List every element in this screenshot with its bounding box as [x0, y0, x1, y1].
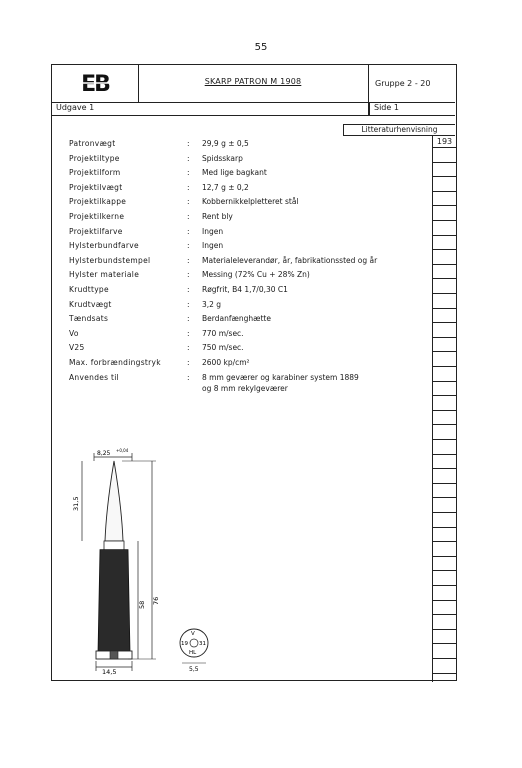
reference-row-line — [433, 570, 456, 571]
spec-row — [69, 300, 429, 313]
spec-row — [69, 227, 429, 240]
spec-colon: : — [187, 197, 190, 207]
headstamp-primer — [190, 639, 198, 647]
spec-row — [69, 154, 429, 167]
spec-value: 29,9 g ± 0,5 — [202, 139, 249, 148]
spec-label: Krudtvægt — [69, 299, 112, 309]
spec-value: Ingen — [202, 241, 224, 251]
reference-row-line — [433, 322, 456, 323]
spec-value: 770 m/sec. — [202, 328, 244, 338]
spec-colon: : — [187, 226, 190, 236]
spec-colon: : — [187, 372, 190, 382]
reference-row-line — [433, 220, 456, 221]
spec-row — [69, 183, 429, 196]
spec-label: Vo — [69, 328, 79, 338]
spec-colon: : — [187, 299, 190, 309]
headstamp-bottom: HL — [189, 650, 197, 656]
spec-row — [69, 139, 429, 152]
spec-row — [69, 212, 429, 225]
reference-row-line — [433, 235, 456, 236]
spec-colon: : — [187, 139, 190, 148]
reference-row-line — [433, 673, 456, 674]
spec-row — [69, 285, 429, 298]
spec-label: Projektilkappe — [69, 197, 127, 207]
side-label: Side 1 — [374, 103, 399, 112]
reference-row-line — [433, 439, 456, 440]
spec-value: 2600 kp/cm² — [202, 358, 250, 367]
spec-value: 750 m/sec. — [202, 343, 244, 353]
reference-row-line — [433, 205, 456, 206]
headstamp-right: 31 — [199, 641, 206, 647]
data-sheet — [51, 64, 457, 681]
spec-colon: : — [187, 343, 190, 353]
spec-label: Max. forbrændingstryk — [69, 358, 161, 367]
reference-row-line — [433, 308, 456, 309]
spec-label: V25 — [69, 343, 85, 353]
group-cell — [368, 65, 455, 102]
edition-row — [52, 102, 455, 116]
bullet-shape — [105, 461, 123, 541]
spec-label: Hylsterbundfarve — [69, 241, 139, 251]
literature-header: Litteraturhenvisning — [343, 124, 455, 136]
spec-row — [69, 256, 429, 269]
spec-row — [69, 314, 429, 327]
dim-case-length: 58 — [138, 600, 146, 609]
spec-label: Patronvægt — [69, 139, 116, 148]
reference-column — [432, 136, 456, 682]
spec-colon: : — [187, 285, 190, 294]
spec-row — [69, 343, 429, 356]
reference-row-line — [433, 278, 456, 279]
spec-value: Messing (72% Cu + 28% Zn) — [202, 270, 310, 280]
title-cell — [138, 65, 369, 102]
spec-colon: : — [187, 255, 190, 265]
cartridge-drawing — [72, 445, 242, 675]
logo-cell — [52, 65, 139, 102]
reference-row-line — [433, 497, 456, 498]
spec-value: 3,2 g — [202, 299, 222, 309]
reference-row-line — [433, 264, 456, 265]
reference-row-line — [433, 643, 456, 644]
spec-row — [69, 358, 429, 371]
reference-row-line — [433, 454, 456, 455]
spec-row — [69, 241, 429, 254]
spec-colon: : — [187, 168, 190, 178]
spec-label: Projektilform — [69, 168, 121, 178]
reference-number: 193 — [433, 136, 456, 148]
reference-row-line — [433, 512, 456, 513]
reference-row-line — [433, 337, 456, 338]
reference-row-line — [433, 191, 456, 192]
reference-row-line — [433, 410, 456, 411]
reference-row-line — [433, 176, 456, 177]
spec-row — [69, 168, 429, 181]
spec-label: Anvendes til — [69, 372, 120, 382]
spec-label: Projektilkerne — [69, 212, 125, 221]
spec-value: Røgfrit, B4 1,7/0,30 C1 — [202, 285, 288, 294]
spec-colon: : — [187, 182, 190, 192]
reference-row-line — [433, 585, 456, 586]
reference-row-line — [433, 293, 456, 294]
spec-colon: : — [187, 212, 190, 221]
reference-row-line — [433, 162, 456, 163]
spec-label: Hylsterbundstempel — [69, 255, 151, 265]
dim-headstamp-width: 5,5 — [189, 666, 199, 673]
reference-row-line — [433, 424, 456, 425]
spec-label: Projektilvægt — [69, 182, 123, 192]
reference-row-line — [433, 395, 456, 396]
spec-colon: : — [187, 241, 190, 251]
dim-top-width: 8,25 — [97, 450, 111, 457]
reference-row-line — [433, 527, 456, 528]
spec-colon: : — [187, 270, 190, 280]
dim-top-tolerance: +0,04 — [116, 448, 129, 453]
reference-row-line — [433, 614, 456, 615]
reference-row-line — [433, 629, 456, 630]
page-number: 55 — [254, 42, 268, 53]
edition-label: Udgave 1 — [56, 103, 95, 112]
spec-row — [69, 270, 429, 283]
reference-row-line — [433, 351, 456, 352]
spec-label: Hylster materiale — [69, 270, 140, 280]
reference-row-line — [433, 556, 456, 557]
headstamp-top: V — [191, 631, 195, 637]
document-title: SKARP PATRON M 1908 — [204, 77, 302, 86]
spec-label: Projektilfarve — [69, 226, 123, 236]
sheet-header — [52, 65, 455, 103]
reference-row-line — [433, 600, 456, 601]
spec-value: Spidsskarp — [202, 153, 243, 163]
spec-row — [69, 197, 429, 210]
reference-row-line — [433, 249, 456, 250]
spec-label: Tændsats — [69, 314, 109, 324]
spec-label: Projektiltype — [69, 153, 120, 163]
spec-value: Berdanfænghætte — [202, 314, 271, 324]
spec-colon: : — [187, 153, 190, 163]
spec-colon: : — [187, 314, 190, 324]
reference-row-line — [433, 366, 456, 367]
reference-row-line — [433, 541, 456, 542]
spec-colon: : — [187, 358, 190, 367]
spec-value: Med lige bagkant — [202, 168, 267, 178]
headstamp-left: 19 — [181, 641, 188, 647]
spec-value: Rent bly — [202, 212, 233, 221]
spec-label: Krudttype — [69, 285, 109, 294]
spec-value: Materialeleverandør, år, fabrikationssted og år — [202, 255, 378, 265]
spec-colon: : — [187, 328, 190, 338]
dim-base-width: 14,5 — [102, 668, 117, 675]
dim-total-length: 76 — [152, 596, 160, 605]
reference-row-line — [433, 468, 456, 469]
group-label: Gruppe 2 - 20 — [375, 79, 431, 88]
reference-row-line — [433, 483, 456, 484]
reference-row-line — [433, 658, 456, 659]
spec-value: 12,7 g ± 0,2 — [202, 182, 249, 192]
spec-row — [69, 329, 429, 342]
spec-continuation: og 8 mm rekylgeværer — [202, 384, 288, 393]
edition-divider — [368, 102, 370, 115]
case-body — [98, 550, 130, 653]
primer — [110, 651, 118, 659]
spec-value: 8 mm geværer og karabiner system 1889 — [202, 372, 359, 382]
reference-row-line — [433, 381, 456, 382]
dim-bullet-length: 31,5 — [72, 496, 80, 511]
svg-text:EB: EB — [81, 72, 109, 97]
spec-value: Ingen — [202, 226, 224, 236]
spec-value: Kobbernikkelpletteret stål — [202, 197, 299, 207]
eb-logo — [52, 65, 138, 102]
